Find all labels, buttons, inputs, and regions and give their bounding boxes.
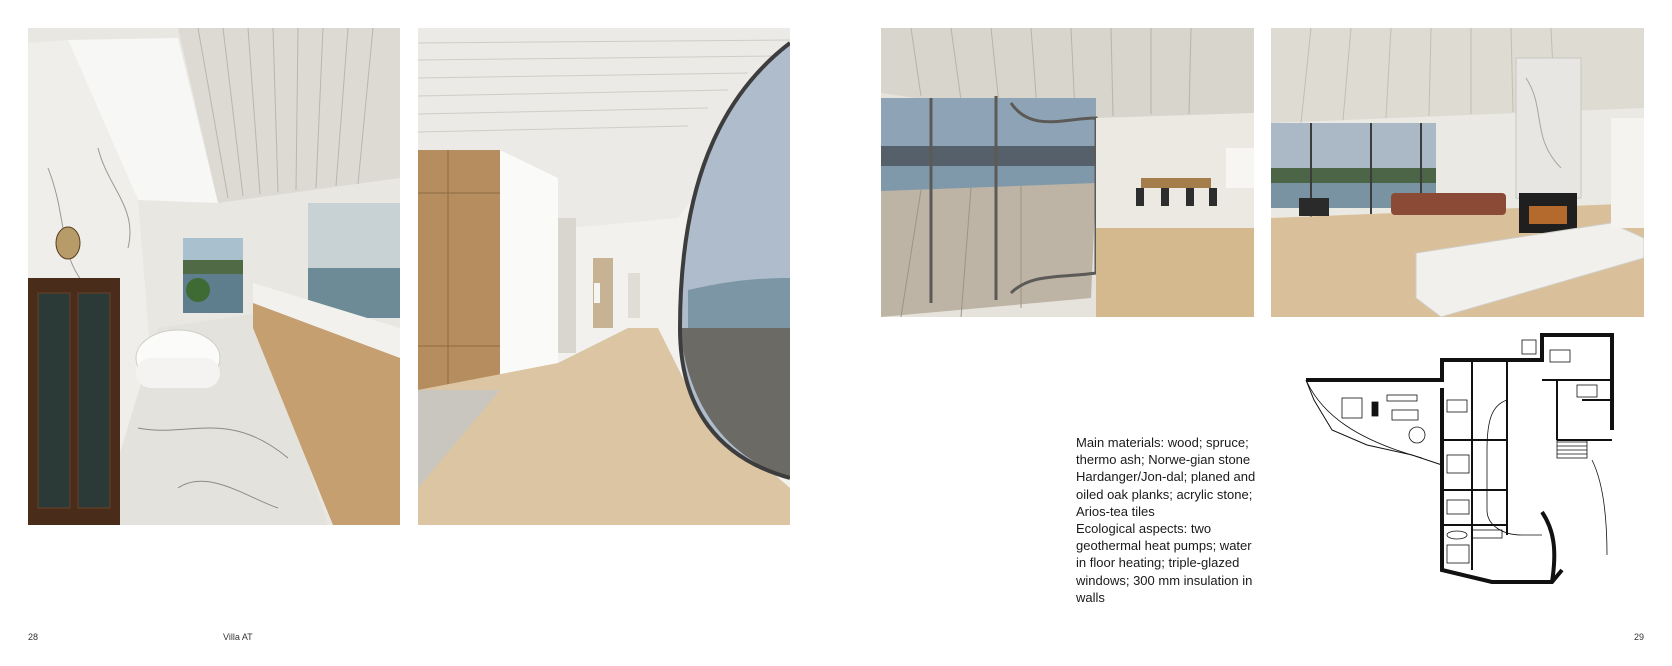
- materials-caption: [1076, 434, 1256, 606]
- photo-terrace: [881, 28, 1254, 317]
- materials-paragraph: Main materials: wood; spruce; thermo ash; Norwe-gian stone Hardanger/Jon-dal; planed and oiled oak planks; acrylic stone; Arios-tea tiles: [1076, 435, 1256, 519]
- photo-corridor: [418, 28, 790, 525]
- ecology-paragraph: Ecological aspects: two geothermal heat pumps; water in floor heating; triple-glazed windows; 300 mm insulation in walls: [1076, 521, 1253, 605]
- photo-living-room: [1271, 28, 1644, 317]
- running-title: Villa AT: [223, 632, 253, 642]
- floor-plan-drawing: [1302, 330, 1634, 590]
- page-number-right: 29: [1633, 632, 1644, 642]
- photo-bathroom: [28, 28, 400, 525]
- page-number-left: 28: [28, 632, 39, 642]
